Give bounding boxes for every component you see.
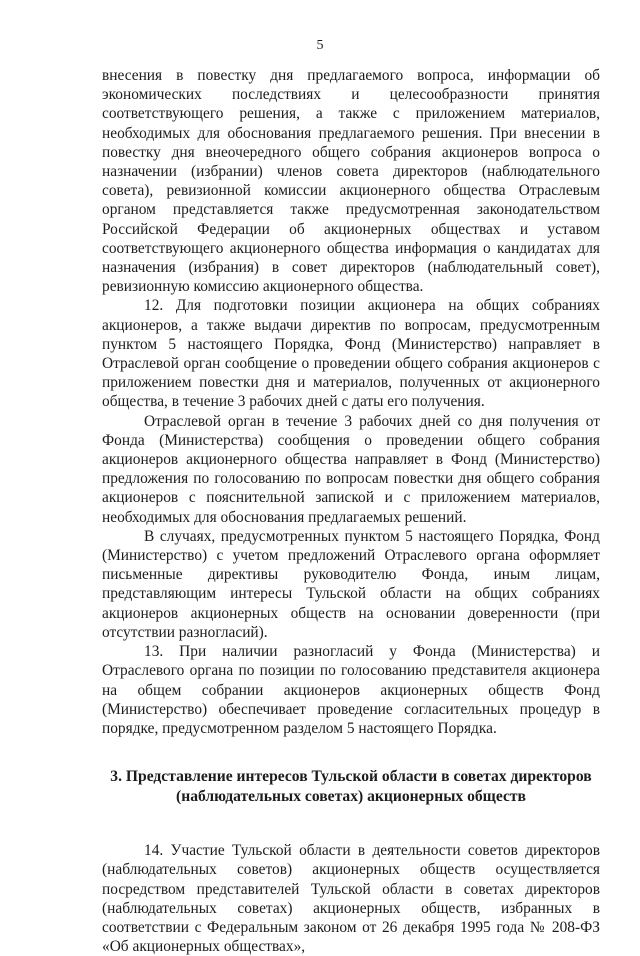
section-heading (102, 767, 600, 806)
paragraph-14: 14. Участие Тульской области в деятельности советов директоров (наблюдательных советов) акционерных обществ осуществляется посредством представителей Тульской области в советах директоров (наблюдательных советах) акционерных обществ, избранных в соответствии с Федеральным законом от 26 декабря 1995 года № 208-ФЗ «Об акционерных обществах», (102, 842, 600, 956)
paragraph-directives: В случаях, предусмотренных пунктом 5 настоящего Порядка, Фонд (Министерство) с учетом предложений Отраслевого органа оформляет письменные директивы руководителю Фонда, иным лицам, представляющим интересы Тульской области на общих собраниях акционеров акционерных обществ на основании доверенности (при отсутствии разногласий). (102, 527, 600, 641)
paragraph-sectoral-body: Отраслевой орган в течение 3 рабочих дней со дня получения от Фонда (Министерства) сообщения о проведении общего собрания акционеров акционерного общества направляет в Фонд (Министерство) предложения по голосованию по вопросам повестки дня общего собрания акционеров с пояснительной запиской и с приложением материалов, необходимых для обоснования предлагаемых решений. (102, 412, 600, 526)
paragraph-continuation: внесения в повестку дня предлагаемого вопроса, информации об экономических последствиях и целесообразности принятия соответствующего решения, а также с приложением материалов, необходимых для обоснования предлагаемого решения. При внесении в повестку дня внеочередного общего собрания акционеров вопроса о назначении (избрании) членов совета директоров (наблюдательного совета), ревизионной комиссии акционерного общества Отраслевым органом представляется также предусмотренная законодательством Российской Федерации об акционерных обществах и уставом соответствующего акционерного общества информация о кандидатах для назначения (избрания) в совет директоров (наблюдательный совет), ревизионную комиссию акционерного общества. (102, 67, 600, 296)
document-body (102, 66, 600, 956)
section-heading-line-2: (наблюдательных советах) акционерных обществ (176, 787, 526, 805)
paragraph-12: 12. Для подготовки позиции акционера на общих собраниях акционеров, а также выдачи директив по вопросам, предусмотренным пунктом 5 настоящего Порядка, Фонд (Министерство) направляет в Отраслевой орган сообщение о проведении общего собрания акционеров с приложением повестки дня и материалов, полученных от акционерного общества, в течение 3 рабочих дней с даты его получения. (102, 297, 600, 411)
paragraph-13: 13. При наличии разногласий у Фонда (Министерства) и Отраслевого органа по позиции по голосованию представителя акционера на общем собрании акционеров акционерных обществ Фонд (Министерство) обеспечивает проведение согласительных процедур в порядке, предусмотренном разделом 5 настоящего Порядка. (102, 643, 600, 737)
page-number: 5 (316, 38, 324, 53)
section-heading-line-1: 3. Представление интересов Тульской области в советах директоров (110, 768, 592, 786)
